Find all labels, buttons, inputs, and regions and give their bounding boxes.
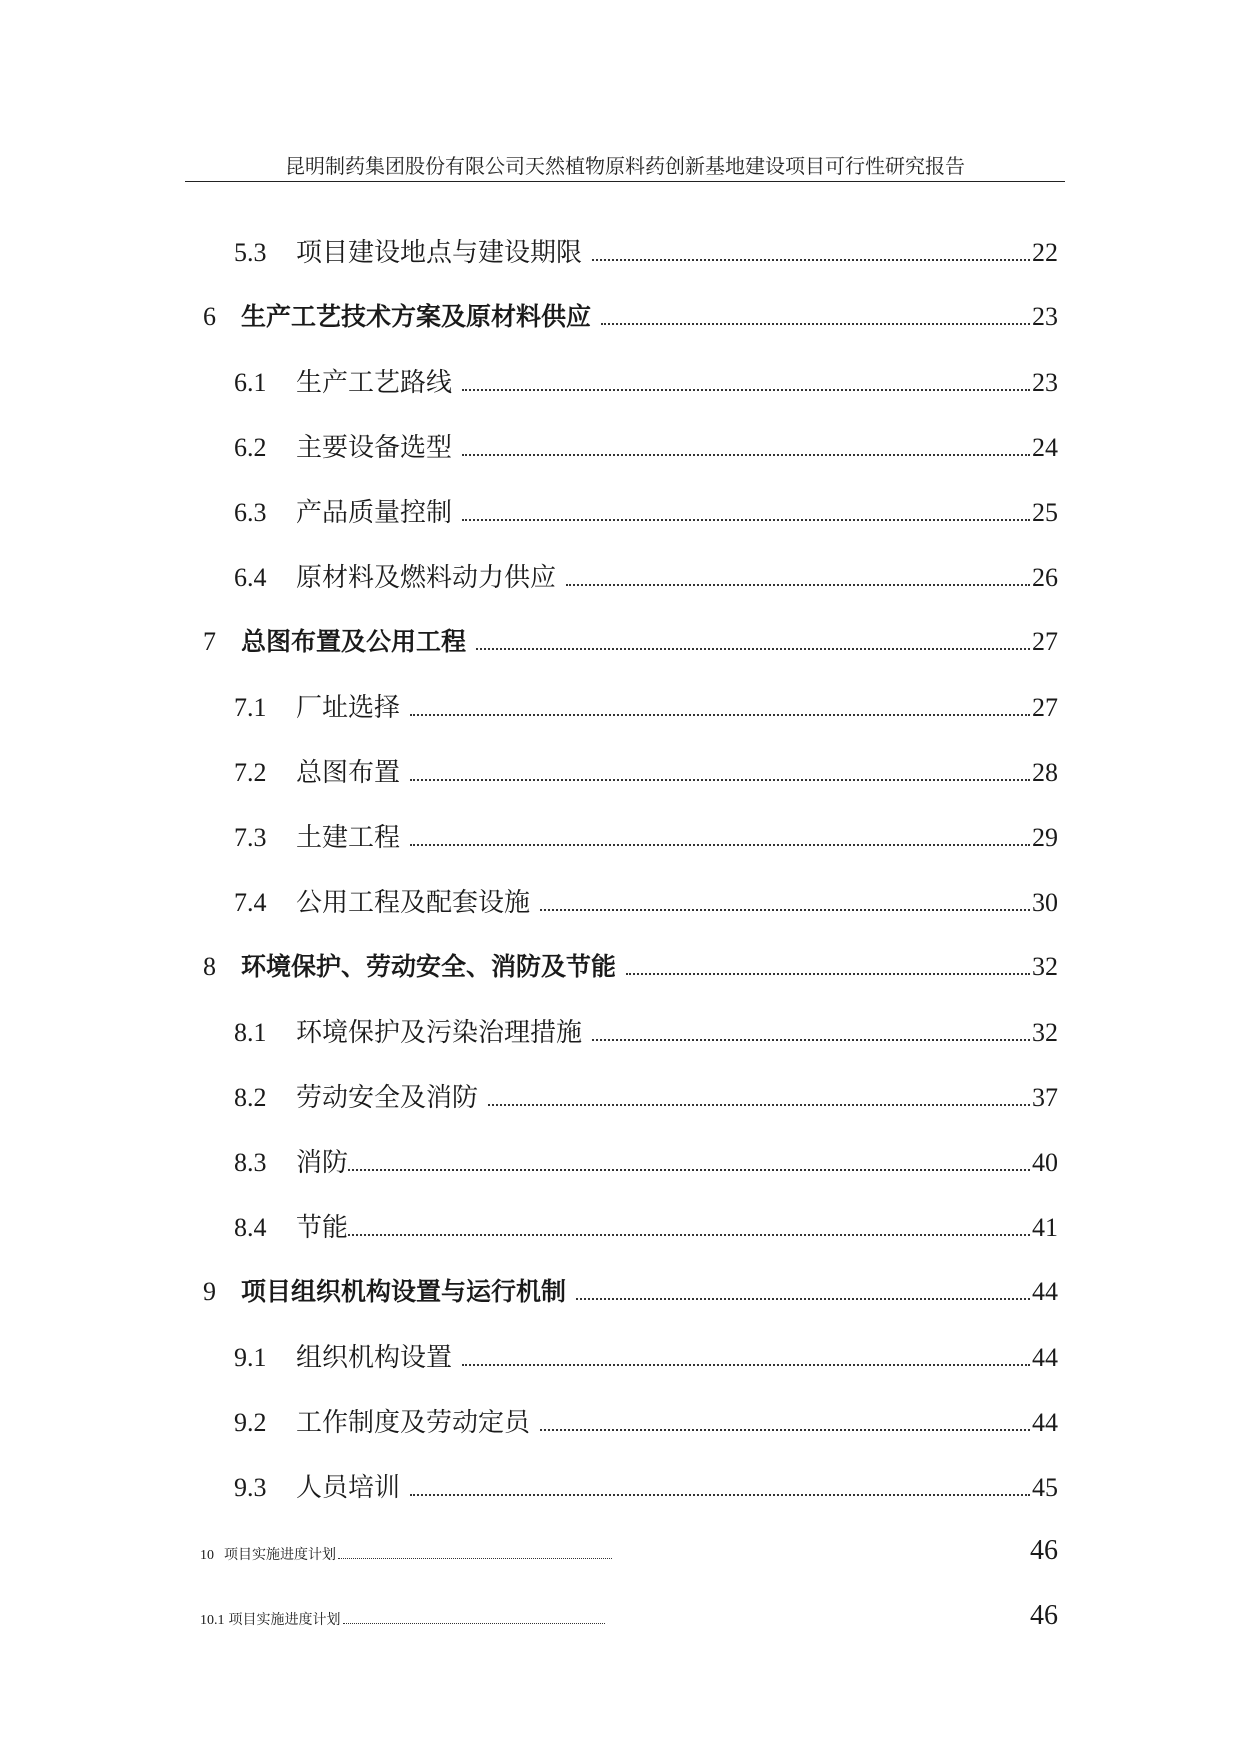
toc-entry[interactable] (200, 1467, 1058, 1504)
toc-leader-dots (410, 714, 1030, 716)
toc-entry[interactable] (200, 427, 1058, 464)
toc-entry-title: 项目实施进度计划 (228, 1612, 341, 1628)
toc-entry-number: 5.3 (234, 238, 267, 267)
toc-entry-number: 8.4 (234, 1213, 267, 1242)
toc-leader-dots (348, 1169, 1030, 1171)
toc-entry[interactable] (200, 882, 1058, 919)
toc-entry[interactable] (200, 1272, 1058, 1308)
toc-leader-dots (476, 648, 1030, 650)
toc-entry-page: 24 (1032, 433, 1058, 462)
toc-entry[interactable] (200, 1142, 1058, 1179)
toc-entry[interactable] (200, 297, 1058, 333)
header-divider (185, 181, 1065, 182)
toc-entry-page: 23 (1032, 302, 1058, 331)
toc-entry[interactable] (200, 1337, 1058, 1374)
toc-leader-dots (626, 973, 1030, 975)
toc-entry[interactable] (200, 1535, 1058, 1567)
toc-entry[interactable] (200, 1077, 1058, 1114)
toc-leader-dots (488, 1104, 1030, 1106)
toc-entry-number: 7 (203, 627, 216, 656)
toc-entry[interactable] (200, 557, 1058, 594)
toc-entry-title: 工作制度及劳动定员 (296, 1408, 531, 1438)
toc-leader-dots (462, 1364, 1030, 1366)
toc-entry-title: 总图布置及公用工程 (241, 627, 467, 656)
toc-entry-page: 40 (1032, 1148, 1058, 1177)
toc-entry-title: 生产工艺技术方案及原材料供应 (241, 302, 592, 331)
toc-entry-title: 节能 (296, 1213, 349, 1243)
toc-leader-dots (566, 584, 1030, 586)
toc-entry[interactable] (200, 817, 1058, 854)
toc-entry-number: 6.2 (234, 433, 267, 462)
toc-entry[interactable] (200, 1402, 1058, 1439)
toc-leader-dots (462, 454, 1030, 456)
toc-leader-dots (410, 779, 1030, 781)
toc-entry-title: 项目实施进度计划 (224, 1547, 336, 1563)
toc-entry-title: 项目组织机构设置与运行机制 (241, 1277, 567, 1306)
toc-entry-page: 30 (1032, 888, 1058, 917)
toc-entry-page: 32 (1032, 1018, 1058, 1047)
toc-entry[interactable] (200, 1012, 1058, 1049)
toc-entry-page: 32 (1032, 952, 1058, 981)
toc-leader-dots (348, 1234, 1030, 1236)
toc-entry-number: 7.3 (234, 823, 267, 852)
toc-entry-number: 8.1 (234, 1018, 267, 1047)
toc-entry-page: 29 (1032, 823, 1058, 852)
toc-entry[interactable] (200, 232, 1058, 269)
toc-entry[interactable] (200, 752, 1058, 789)
toc-entry-number: 6.3 (234, 498, 267, 527)
toc-entry-title: 环境保护及污染治理措施 (296, 1018, 583, 1048)
toc-entry-page: 23 (1032, 368, 1058, 397)
toc-leader-dots (462, 389, 1030, 391)
toc-leader-dots (410, 1494, 1030, 1496)
toc-entry-page: 37 (1032, 1083, 1058, 1112)
toc-leader-dots (410, 844, 1030, 846)
toc-entry-page: 41 (1032, 1213, 1058, 1242)
toc-entry-page: 44 (1032, 1277, 1058, 1306)
toc-leader-dots (338, 1558, 612, 1559)
toc-entry-number: 7.1 (234, 693, 267, 722)
toc-entry[interactable] (200, 622, 1058, 658)
toc-entry[interactable] (200, 362, 1058, 399)
toc-entry-number: 9.1 (234, 1343, 267, 1372)
toc-entry-title: 厂址选择 (296, 693, 401, 723)
toc-entry-page: 28 (1032, 758, 1058, 787)
toc-leader-dots (540, 909, 1030, 911)
toc-entry-number: 10 (200, 1548, 214, 1563)
toc-entry-title: 总图布置 (296, 758, 401, 788)
toc-entry-number: 6 (203, 302, 216, 331)
page-header-title: 昆明制药集团股份有限公司天然植物原料药创新基地建设项目可行性研究报告 (285, 154, 965, 178)
toc-entry-title: 产品质量控制 (296, 498, 453, 528)
toc-entry-number: 9.2 (234, 1408, 267, 1437)
toc-entry-number: 8.2 (234, 1083, 267, 1112)
toc-leader-dots (576, 1298, 1030, 1300)
toc-entry[interactable] (200, 687, 1058, 724)
toc-entry-page: 44 (1032, 1408, 1058, 1437)
toc-entry-number: 9.3 (234, 1473, 267, 1502)
toc-entry-page: 44 (1032, 1343, 1058, 1372)
toc-entry-page: 46 (1030, 1535, 1058, 1566)
toc-entry-page: 27 (1032, 627, 1058, 656)
toc-entry-number: 10.1 (200, 1613, 225, 1628)
toc-entry-title: 生产工艺路线 (296, 368, 453, 398)
toc-entry-page: 27 (1032, 693, 1058, 722)
toc-entry-number: 8 (203, 952, 216, 981)
toc-leader-dots (592, 259, 1030, 261)
toc-entry-title: 主要设备选型 (296, 433, 453, 463)
toc-entry[interactable] (200, 492, 1058, 529)
toc-entry-title: 土建工程 (296, 823, 401, 853)
toc-leader-dots (601, 323, 1030, 325)
toc-leader-dots (462, 519, 1030, 521)
toc-entry-title: 劳动安全及消防 (296, 1083, 479, 1113)
toc-entry-number: 6.1 (234, 368, 267, 397)
toc-leader-dots (343, 1623, 605, 1624)
toc-entry[interactable] (200, 947, 1058, 983)
toc-entry[interactable] (200, 1600, 1058, 1632)
toc-entry-number: 6.4 (234, 563, 267, 592)
toc-entry-title: 环境保护、劳动安全、消防及节能 (241, 952, 617, 981)
toc-entry-title: 消防 (296, 1148, 349, 1178)
toc-entry-title: 人员培训 (296, 1473, 401, 1503)
toc-leader-dots (540, 1429, 1030, 1431)
toc-entry-title: 组织机构设置 (296, 1343, 453, 1373)
toc-entry-number: 9 (203, 1277, 216, 1306)
toc-entry-number: 7.4 (234, 888, 267, 917)
toc-entry-page: 25 (1032, 498, 1058, 527)
toc-entry-title: 项目建设地点与建设期限 (296, 238, 583, 268)
toc-entry-page: 46 (1030, 1600, 1058, 1631)
toc-entry-number: 8.3 (234, 1148, 267, 1177)
toc-entry-page: 22 (1032, 238, 1058, 267)
toc-leader-dots (592, 1039, 1030, 1041)
toc-entry-number: 7.2 (234, 758, 267, 787)
toc-entry-title: 公用工程及配套设施 (296, 888, 531, 918)
toc-entry-page: 26 (1032, 563, 1058, 592)
toc-entry[interactable] (200, 1207, 1058, 1244)
toc-entry-title: 原材料及燃料动力供应 (296, 563, 557, 593)
toc-entry-page: 45 (1032, 1473, 1058, 1502)
